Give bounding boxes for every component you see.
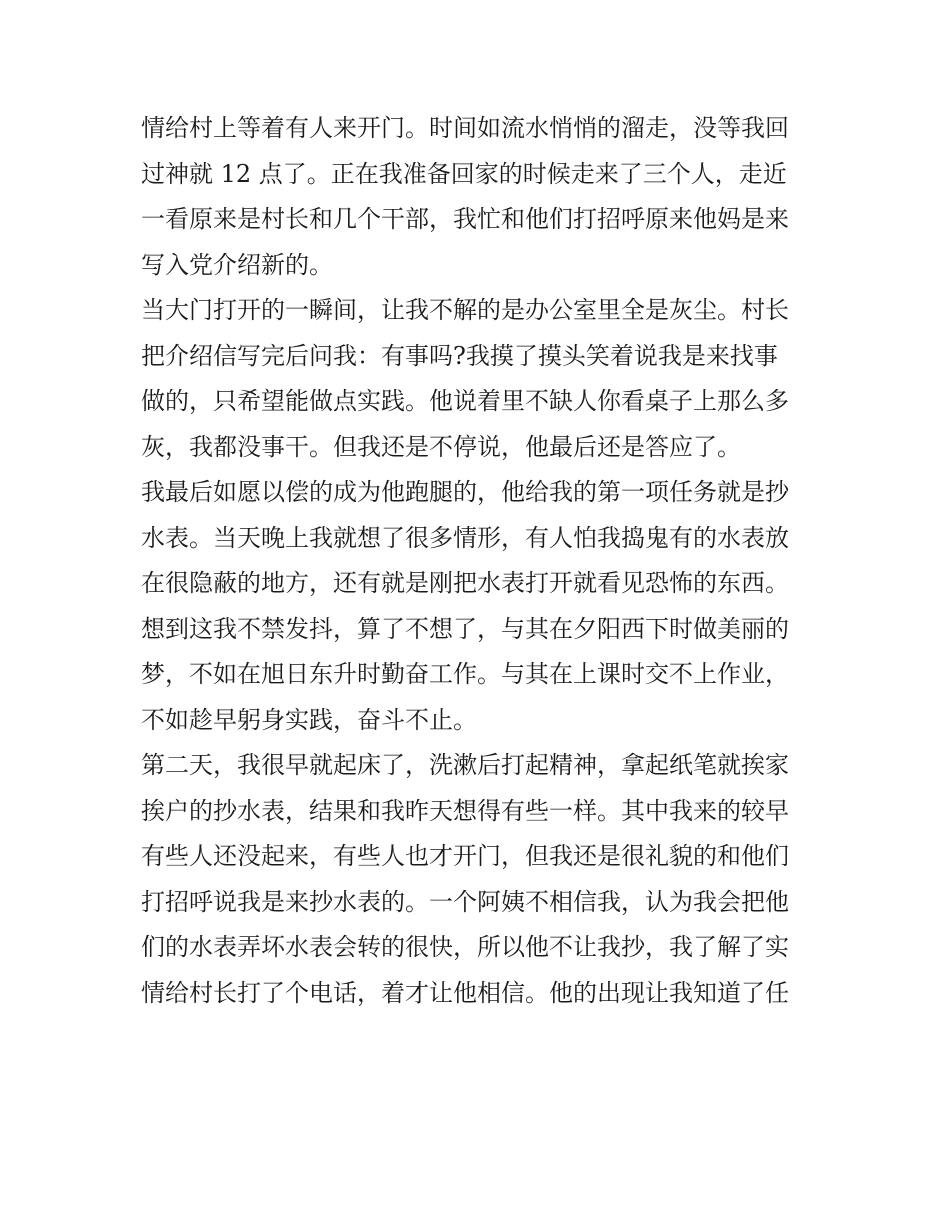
text-line: 灰，我都没事干。但我还是不停说，他最后还是答应了。 — [141, 432, 741, 461]
text-line: 想到这我不禁发抖，算了不想了，与其在夕阳西下时做美丽的 — [141, 614, 789, 643]
body-text — [141, 106, 821, 1016]
text-line: 水表。当天晚上我就想了很多情形，有人怕我捣鬼有的水表放 — [141, 523, 789, 552]
text-line: 做的，只希望能做点实践。他说着里不缺人你看桌子上那么多 — [141, 387, 789, 415]
text-line: 有些人还没起来，有些人也才开门，但我还是很礼貌的和他们 — [141, 842, 789, 870]
text-line: 第二天，我很早就起床了，洗漱后打起精神，拿起纸笔就挨家 — [141, 751, 789, 779]
text-line: 挨户的抄水表，结果和我昨天想得有些一样。其中我来的较早 — [141, 796, 789, 825]
text-line: 过神就 12 点了。正在我准备回家的时候走来了三个人，走近 — [141, 159, 787, 188]
text-line: 当大门打开的一瞬间，让我不解的是办公室里全是灰尘。村长 — [141, 296, 789, 324]
text-line: 在很隐蔽的地方，还有就是刚把水表打开就看见恐怖的东西。 — [141, 569, 789, 597]
text-line: 写入党介绍新的。 — [141, 250, 333, 279]
text-line: 不如趁早躬身实践，奋斗不止。 — [141, 705, 477, 734]
text-line: 把介绍信写完后问我：有事吗?我摸了摸头笑着说我是来找事 — [141, 341, 778, 370]
text-line: 情给村上等着有人来开门。时间如流水悄悄的溜走，没等我回 — [141, 114, 789, 142]
text-line: 我最后如愿以偿的成为他跑腿的，他给我的第一项任务就是抄 — [141, 478, 789, 506]
text-line: 一看原来是村长和几个干部，我忙和他们打招呼原来他妈是来 — [141, 205, 789, 233]
text-line: 打招呼说我是来抄水表的。一个阿姨不相信我，认为我会把他 — [141, 887, 789, 916]
text-line: 梦，不如在旭日东升时勤奋工作。与其在上课时交不上作业， — [141, 660, 789, 688]
text-line: 情给村长打了个电话，着才让他相信。他的出现让我知道了任 — [141, 978, 789, 1007]
text-line: 们的水表弄坏水表会转的很快，所以他不让我抄，我了解了实 — [141, 933, 789, 961]
